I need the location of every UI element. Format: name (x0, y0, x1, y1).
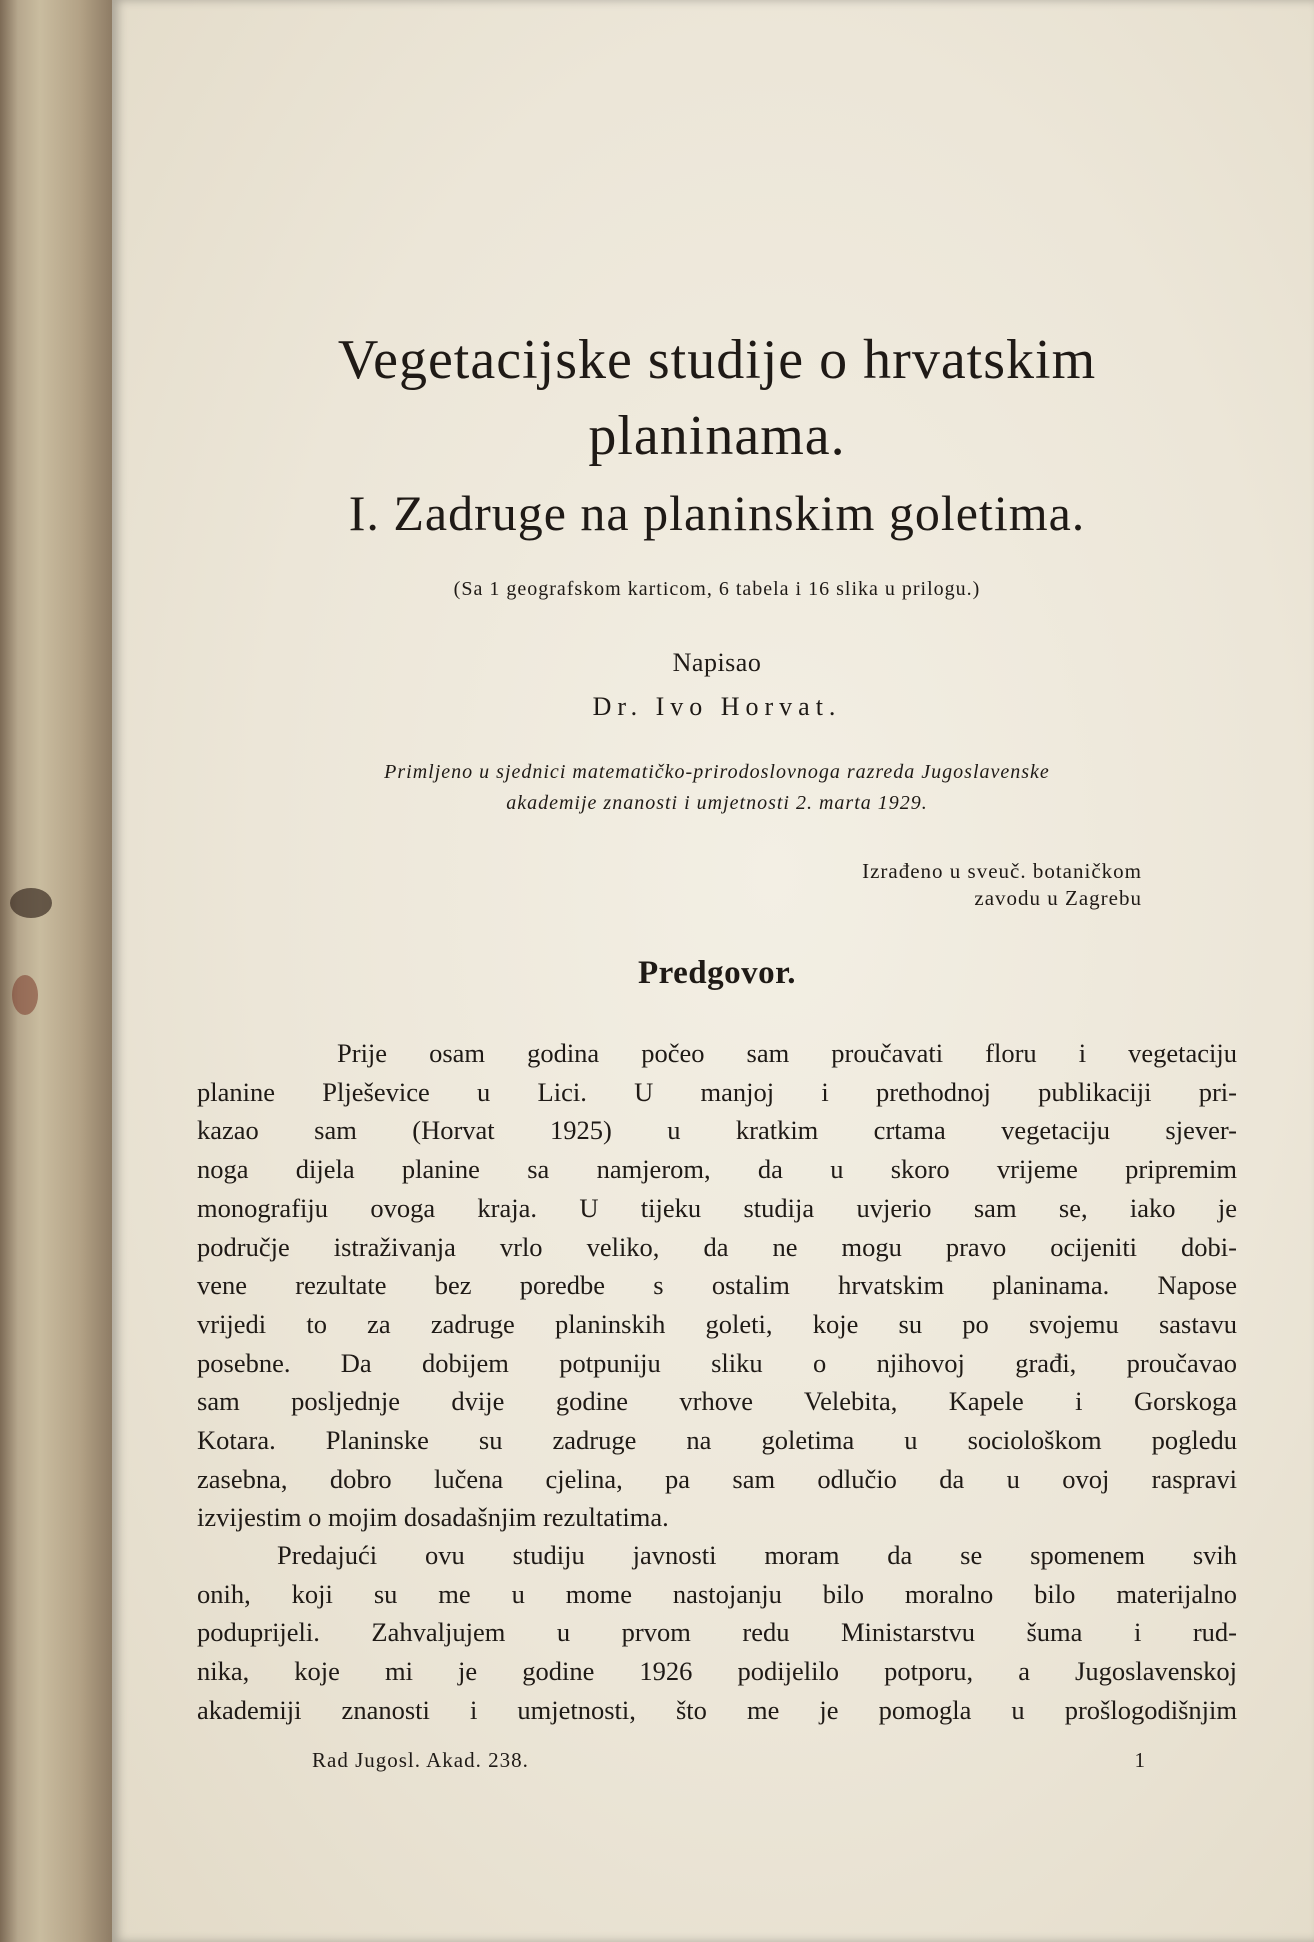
page-number: 1 (1134, 1748, 1145, 1772)
institute-note (862, 858, 1142, 913)
attachment-note: (Sa 1 geografskom karticom, 6 tabela i 16 slika u prilogu.) (453, 578, 981, 600)
text-line: područje istraživanja vrlo veliko, da ne mogu pravo ocijeniti dobi- (197, 1231, 1237, 1262)
author-name: Dr. Ivo Horvat. (592, 692, 842, 721)
page-content (197, 0, 1237, 1942)
binding-stain (10, 888, 52, 918)
text-line: planine Plješevice u Lici. U manjoj i prethodnoj publikaciji pri- (197, 1076, 1237, 1107)
book-binding (0, 0, 112, 1942)
text-line: poduprijeli. Zahvaljujem u prvom redu Ministarstvu šuma i rud- (197, 1617, 1237, 1648)
subtitle-line: I. Zadruge na planinskim goletima. (348, 485, 1086, 541)
title-line-1: Vegetacijske studije o hrvatskim (337, 329, 1097, 391)
text-line: kazao sam (Horvat 1925) u kratkim crtama vegetaciju sjever- (197, 1115, 1237, 1146)
scanned-page (112, 0, 1314, 1942)
text-line: Prije osam godina počeo sam proučavati floru i vegetaciju (337, 1038, 1237, 1068)
accepted-note (197, 757, 1237, 819)
text-line: sam posljednje dvije godine vrhove Velebita, Kapele i Gorskoga (197, 1386, 1237, 1417)
text-line: monografiju ovoga kraja. U tijeku studija uvjerio sam se, iako je (197, 1192, 1237, 1223)
text-line: vene rezultate bez poredbe s ostalim hrvatskim planinama. Napose (197, 1270, 1237, 1301)
paragraph-1 (197, 1034, 1237, 1537)
text-line: onih, koji su me u mome nastojanju bilo moralno bilo materijalno (197, 1578, 1237, 1609)
title-line-2: planinama. (588, 405, 846, 467)
institute-note-line: Izrađeno u sveuč. botaničkom (862, 859, 1142, 883)
paragraph-2 (197, 1536, 1237, 1730)
text-line: zasebna, dobro lučena cjelina, pa sam odlučio da u ovoj raspravi (197, 1463, 1237, 1494)
institute-note-line: zavodu u Zagrebu (974, 886, 1142, 911)
text-line: nika, koje mi je godine 1926 podijelilo potporu, a Jugoslavenskoj (197, 1656, 1237, 1687)
text-line: posebne. Da dobijem potpuniju sliku o njihovoj građi, proučavao (197, 1347, 1237, 1378)
journal-reference: Rad Jugosl. Akad. 238. (312, 1748, 529, 1772)
text-line: izvijestim o mojim dosadašnjim rezultatima. (197, 1502, 669, 1533)
text-line: Predajući ovu studiju javnosti moram da se spomenem svih (277, 1540, 1237, 1570)
written-by-label: Napisao (672, 648, 762, 677)
binding-stain (12, 975, 38, 1015)
section-heading: Predgovor. (637, 955, 797, 991)
text-line: akademiji znanosti i umjetnosti, što me je pomogla u prošlogodišnjim (197, 1694, 1237, 1725)
text-line: Kotara. Planinske su zadruge na goletima u sociološkom pogledu (197, 1425, 1237, 1456)
accepted-note-line: akademije znanosti i umjetnosti 2. marta 1929. (506, 792, 928, 814)
accepted-note-line: Primljeno u sjednici matematičko-prirodoslovnoga razreda Jugoslavenske (384, 761, 1050, 783)
text-line: vrijedi to za zadruge planinskih goleti, koje su po svojemu sastavu (197, 1308, 1237, 1339)
text-line: noga dijela planine sa namjerom, da u skoro vrijeme pripremim (197, 1154, 1237, 1185)
